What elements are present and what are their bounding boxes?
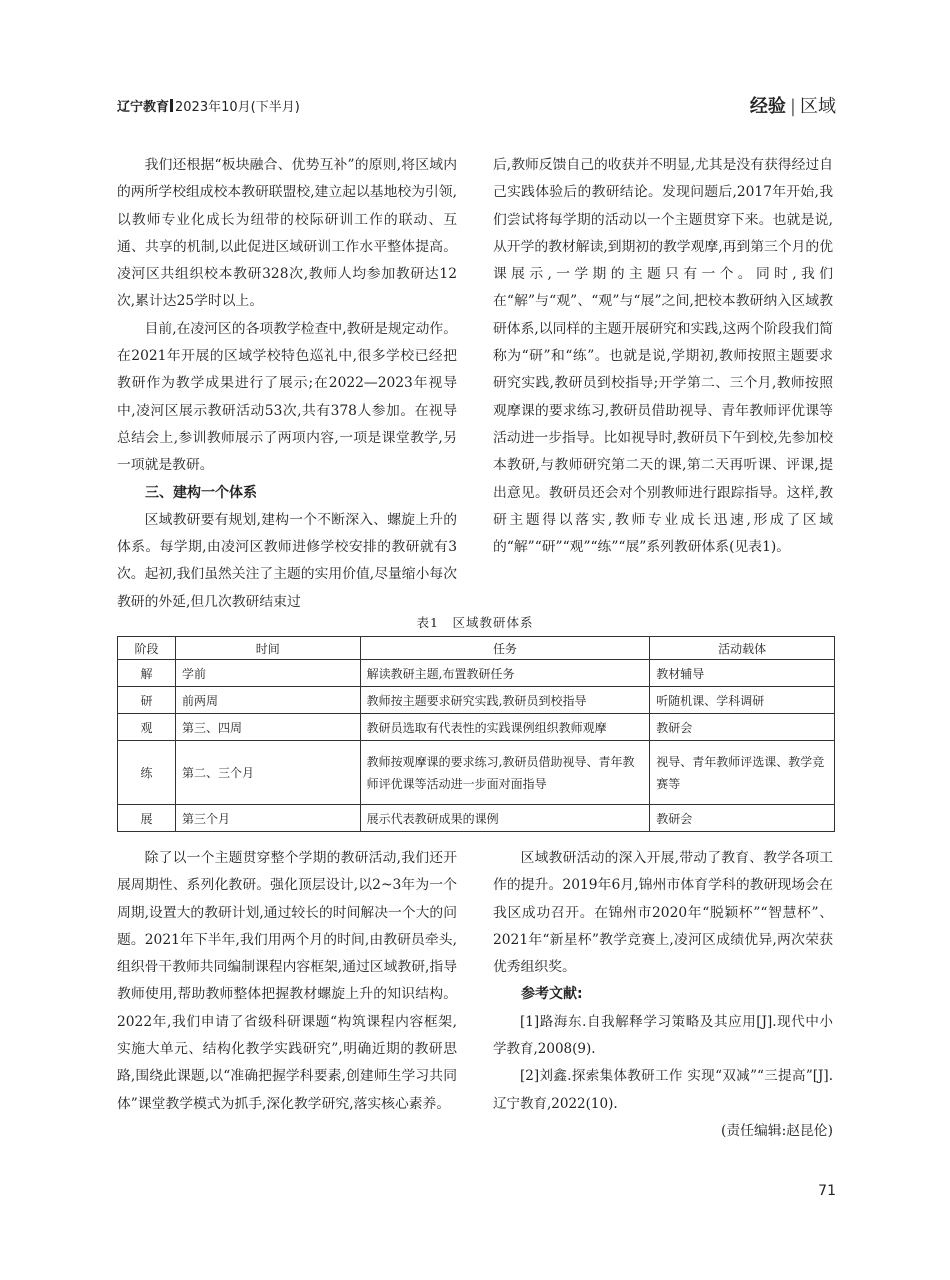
cell-task	[360, 741, 650, 805]
cell-time: 第二、三个月	[175, 741, 360, 805]
section-divider: |	[789, 96, 796, 117]
column-bottom-right	[493, 845, 833, 1145]
paragraph: 区域教研要有规划,建构一个不断深入、螺旋上升的体系。每学期,由凌河区教师进修学校安排的教研就有3次。起初,我们虽然关注了主题的实用价值,尽量缩小每次教研的外延,但几次教研结束过	[117, 511, 457, 610]
cell-stage: 展	[118, 805, 176, 832]
reference-item: [2]刘鑫.探索集体教研工作 实现“双减”“三提高”[J].辽宁教育,2022(10).	[493, 1068, 833, 1112]
cell-time: 第三个月	[175, 805, 360, 832]
cell-carrier	[650, 741, 835, 805]
cell-task: 解读教研主题,布置教研任务	[360, 660, 650, 687]
section-heading: 三、建构一个体系	[145, 484, 257, 501]
column-header: 时间	[175, 637, 360, 660]
table-row	[118, 741, 835, 805]
cell-stage: 练	[118, 741, 176, 805]
table-row	[118, 714, 835, 741]
cell-task: 教师按主题要求研究实践,教研员到校指导	[360, 687, 650, 714]
references-heading: 参考文献:	[521, 986, 583, 1003]
cell-stage: 解	[118, 660, 176, 687]
table-caption: 表1 区域教研体系	[416, 615, 534, 630]
cell-carrier-text: 视导、青年教师评选课、教学竞赛等	[656, 754, 825, 791]
table-row	[118, 687, 835, 714]
subsection-name: 区域	[800, 96, 836, 117]
cell-time: 前两周	[175, 687, 360, 714]
journal-issue: 2023年10月(下半月)	[175, 100, 300, 115]
header-bar-divider	[170, 99, 173, 112]
column-header: 阶段	[118, 637, 176, 660]
column-bottom-left	[117, 845, 457, 1118]
reference-item: [1]路海东.自我解释学习策略及其应用[J].现代中小学教育,2008(9).	[493, 1013, 833, 1058]
journal-name: 辽宁教育	[117, 100, 170, 115]
page-number: 71	[818, 1183, 836, 1199]
column-header: 任务	[360, 637, 650, 660]
table-header-row	[118, 637, 835, 660]
cell-time: 学前	[175, 660, 360, 687]
column-top-right	[493, 152, 833, 561]
cell-task-text: 教师按观摩课的要求练习,教研员借助视导、青年教师评优课等活动进一步面对面指导	[366, 754, 635, 791]
column-top-left	[117, 152, 457, 616]
running-header-journal	[117, 96, 300, 115]
column-header: 活动载体	[650, 637, 835, 660]
cell-stage: 观	[118, 714, 176, 741]
cell-stage: 研	[118, 687, 176, 714]
paragraph-continued: 后,教师反馈自己的收获并不明显,尤其是没有获得经过自己实践体验后的教研结论。发现问题后,2017年开始,我们尝试将每学期的活动以一个主题贯穿下来。也就是说,从开学的教材解读,到期初的教学观摩,再到第三个月的优课展示,一学期的主题只有一个。同时,我们在“解”与“观”、“观”与“展”之间,把校本教研纳入区域教研体系,以同样的主题开展研究和实践,这两个阶段我们简称为“研”和“练”。也就是说,学期初,教师按照主题要求研究实践,教研员到校指导;开学第二、三个月,教师按照观摩课的要求练习,教研员借助视导、青年教师评优课等活动进一步指导。比如视导时,教研员下午到校,先参加校本教研,与教师研究第二天的课,第二天再听课、评课,提出意见。教研员还会对个别教师进行跟踪指导。这样,教研主题得以落实,教师专业成长迅速,形成了区域的“解”“研”“观”“练”“展”系列教研体系(见表1)。	[493, 157, 833, 556]
paragraph: 除了以一个主题贯穿整个学期的教研活动,我们还开展周期性、系列化教研。强化顶层设计,以2~3年为一个周期,设置大的教研计划,通过较长的时间解决一个大的问题。2021年下半年,我们用两个月的时间,由教研员牵头,组织骨干教师共同编制课程内容框架,通过区域教研,指导教师使用,帮助教师整体把握教材螺旋上升的知识结构。2022年,我们申请了省级科研课题“构筑课程内容框架,实施大单元、结构化教学实践研究”,明确近期的教研思路,围绕此课题,以“准确把握学科要素,创建师生学习共同体”课堂教学模式为抓手,深化教学研究,落实核心素养。	[117, 850, 457, 1112]
table-row	[118, 805, 835, 832]
cell-carrier: 教材辅导	[650, 660, 835, 687]
cell-carrier: 教研会	[650, 805, 835, 832]
paragraph: 区域教研活动的深入开展,带动了教育、教学各项工作的提升。2019年6月,锦州市体育学科的教研现场会在我区成功召开。在锦州市2020年“脱颖杯”“智慧杯”、2021年“新星杯”教学竞赛上,凌河区成绩优异,两次荣获优秀组织奖。	[493, 850, 833, 976]
running-header-section	[750, 92, 836, 118]
cell-task: 教研员选取有代表性的实践课例组织教师观摩	[360, 714, 650, 741]
paragraph: 我们还根据“板块融合、优势互补”的原则,将区域内的两所学校组成校本教研联盟校,建立起以基地校为引领,以教师专业化成长为纽带的校际研训工作的联动、互通、共享的机制,以此促进区域研训工作水平整体提高。凌河区共组织校本教研328次,教师人均参加教研达12次,累计达25学时以上。	[117, 157, 457, 310]
paragraph: 目前,在凌河区的各项教学检查中,教研是规定动作。在2021年开展的区域学校特色巡礼中,很多学校已经把教研作为教学成果进行了展示;在2022—2023年视导中,凌河区展示教研活动53次,共有378人参加。在视导总结会上,参训教师展示了两项内容,一项是课堂教学,另一项就是教研。	[117, 320, 457, 474]
cell-carrier: 教研会	[650, 714, 835, 741]
responsible-editor: (责任编辑:赵昆伦)	[721, 1122, 833, 1139]
table-row	[118, 660, 835, 687]
cell-task: 展示代表教研成果的课例	[360, 805, 650, 832]
section-name: 经验	[749, 96, 786, 117]
research-system-table	[117, 636, 835, 832]
cell-time: 第三、四周	[175, 714, 360, 741]
cell-carrier: 听随机课、学科调研	[650, 687, 835, 714]
